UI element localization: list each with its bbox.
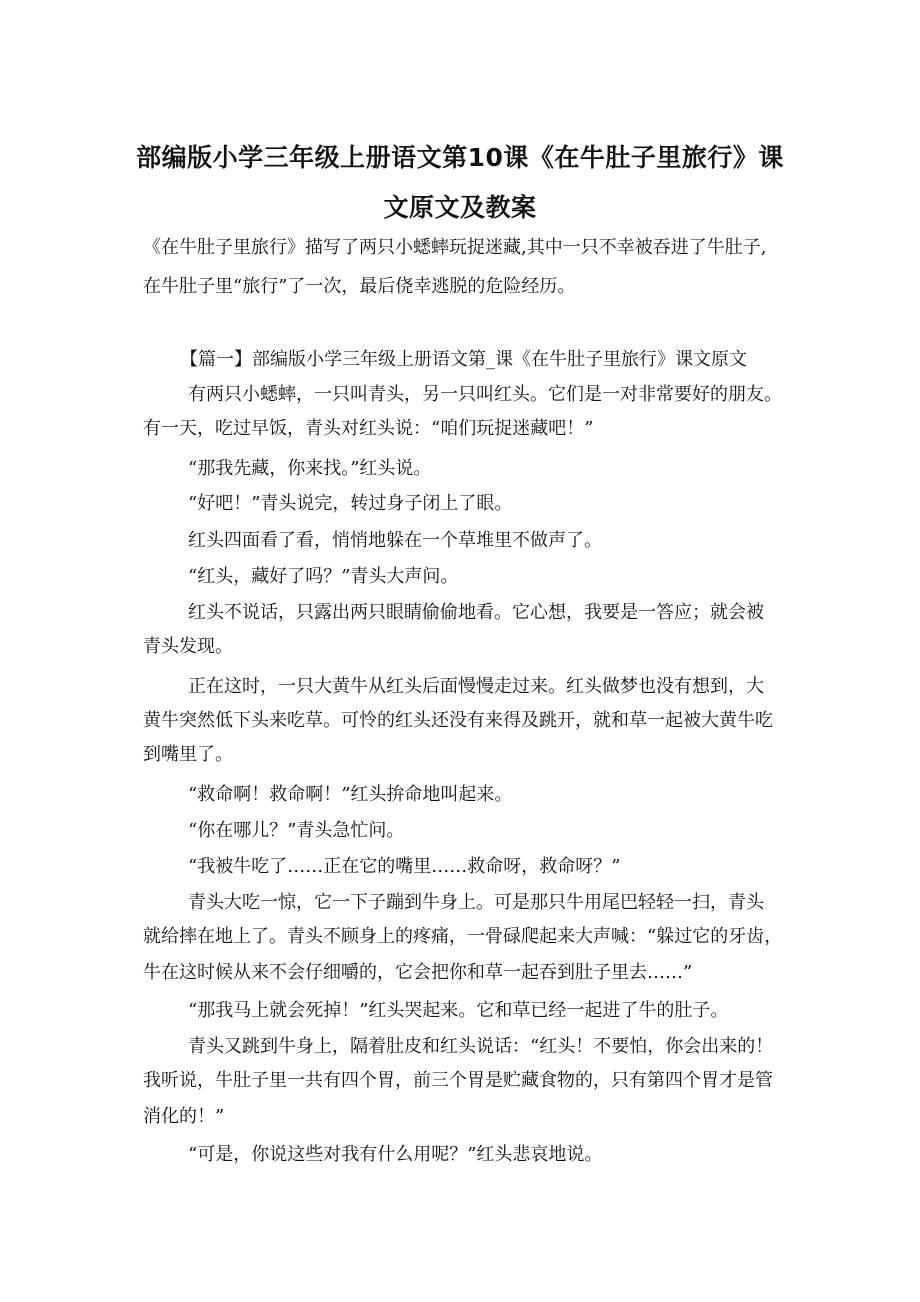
body-line: 红头不说话，只露出两只眼睛偷偷地看。它心想，我要是一答应；就会被 xyxy=(188,602,764,623)
body-line: “我被牛吃了……正在它的嘴里……救命呀，救命呀？” xyxy=(188,856,621,877)
section-heading: 【篇一】部编版小学三年级上册语文第_课《在牛肚子里旅行》课文原文 xyxy=(180,349,747,370)
body-line: 有两只小蟋蟀，一只叫青头，另一只叫红头。它们是一对非常要好的朋友。 xyxy=(188,384,782,405)
body-line: “那我先藏，你来找。”红头说。 xyxy=(188,458,432,479)
body-line: 到嘴里了。 xyxy=(143,744,233,765)
body-line: 就给摔在地上了。青头不顾身上的疼痛，一骨碌爬起来大声喊：“躲过它的牙齿， xyxy=(143,926,783,947)
body-line: “好吧！”青头说完，转过身子闭上了眼。 xyxy=(188,493,513,514)
body-line: 黄牛突然低下头来吃草。可怜的红头还没有来得及跳开，就和草一起被大黄牛吃 xyxy=(143,710,773,731)
body-line: “你在哪儿？”青头急忙问。 xyxy=(188,820,405,841)
body-line: 红头四面看了看，悄悄地躲在一个草堆里不做声了。 xyxy=(188,530,602,551)
body-line: 我听说，牛肚子里一共有四个胃，前三个胃是贮藏食物的，只有第四个胃才是管 xyxy=(143,1070,773,1091)
body-line: 牛在这时候从来不会仔细嚼的，它会把你和草一起吞到肚子里去……” xyxy=(143,962,693,983)
intro-line: 在牛肚子里“旅行”了一次，最后侥幸逃脱的危险经历。 xyxy=(143,276,576,297)
body-line: 消化的！” xyxy=(143,1106,225,1127)
document-title-line-1: 部编版小学三年级上册语文第10课《在牛肚子里旅行》课 xyxy=(136,143,784,172)
body-line: “救命啊！救命啊！”红头拚命地叫起来。 xyxy=(188,784,513,805)
body-line: 正在这时，一只大黄牛从红头后面慢慢走过来。红头做梦也没有想到，大 xyxy=(188,676,764,697)
body-line: 青头又跳到牛身上，隔着肚皮和红头说话：“红头！不要怕，你会出来的！ xyxy=(188,1036,774,1057)
body-line: 青头发现。 xyxy=(143,636,233,657)
body-line: 青头大吃一惊，它一下子蹦到牛身上。可是那只牛用尾巴轻轻一扫，青头 xyxy=(188,892,764,913)
body-line: “可是，你说这些对我有什么用呢？”红头悲哀地说。 xyxy=(188,1144,603,1165)
body-line: “红头，藏好了吗？”青头大声问。 xyxy=(188,566,459,587)
body-line: 有一天，吃过早饭，青头对红头说：“咱们玩捉迷藏吧！” xyxy=(143,418,594,439)
document-title-line-2: 文原文及教案 xyxy=(383,193,537,222)
intro-line: 《在牛肚子里旅行》描写了两只小蟋蟀玩捉迷藏,其中一只不幸被吞进了牛肚子, xyxy=(143,237,767,258)
body-line: “那我马上就会死掉！”红头哭起来。它和草已经一起进了牛的肚子。 xyxy=(188,1000,729,1021)
